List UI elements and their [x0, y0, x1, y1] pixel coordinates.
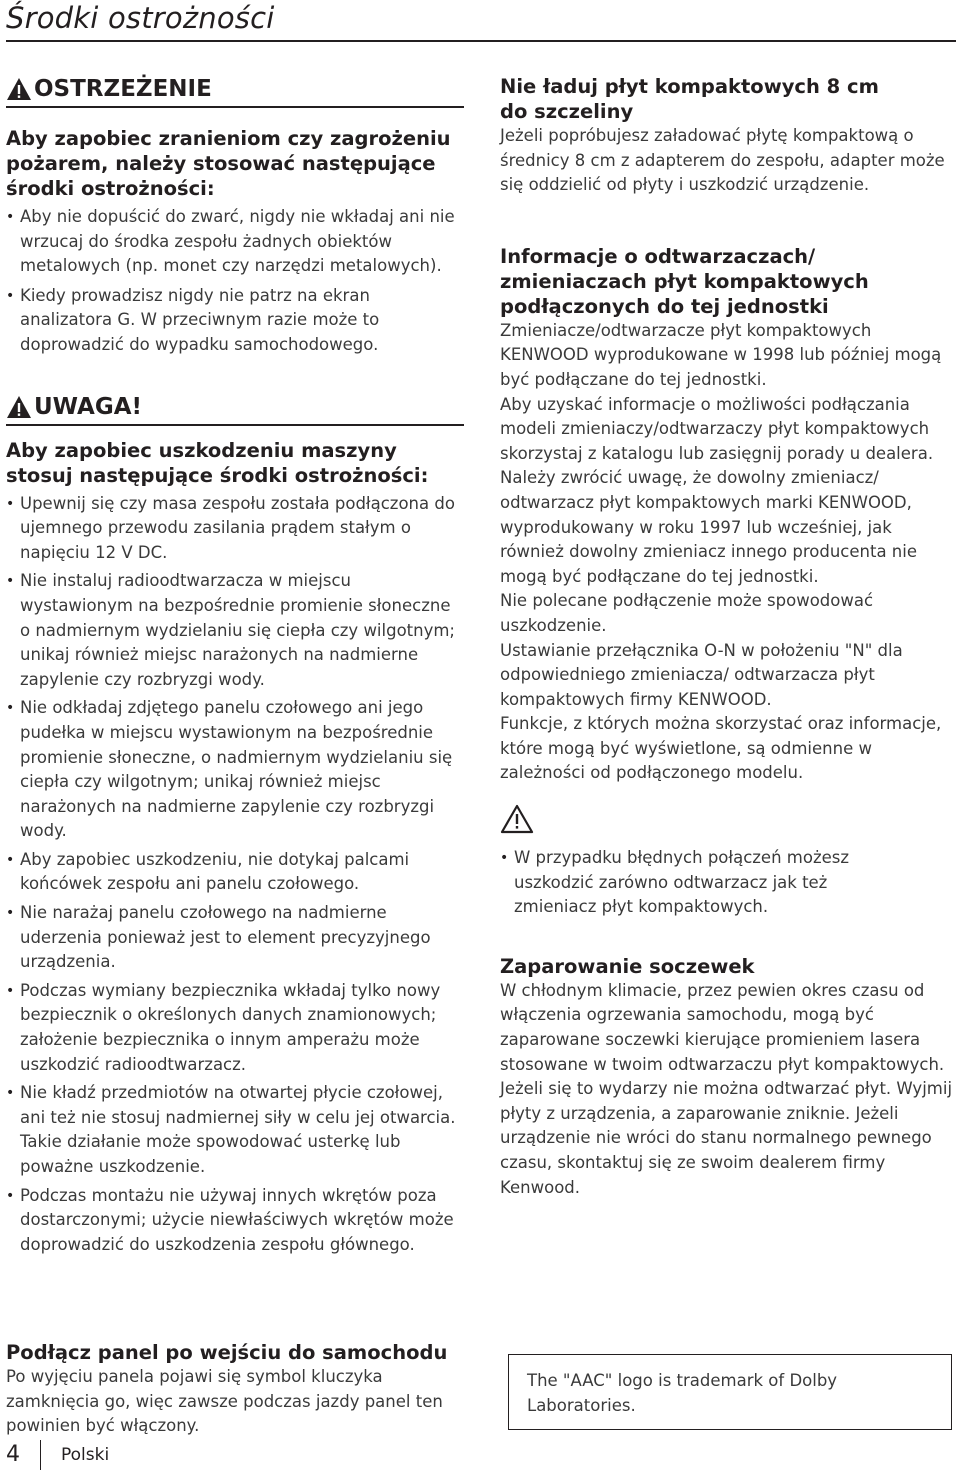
- caution-triangle-outline-icon: [500, 804, 534, 834]
- caution-title: UWAGA!: [34, 393, 142, 420]
- panel-text: Po wyjęciu panela pojawi się symbol kluczyka zamknięcia go, więc zawsze podczas jazdy panel ten powinien być włączony.: [6, 1367, 443, 1436]
- changers-paragraph: Ustawianie przełącznika O-N w położeniu "N" dla odpowiedniego zmieniacza/ odtwarzacza płyt kompaktowych firmy KENWOOD.: [500, 640, 903, 709]
- list-item: • Nie odkładaj zdjętego panelu czołowego ani jego pudełka w miejscu wystawionym na bezpośrednie promienie słoneczne, o nadmiernym wydzielaniu się ciepła czy wilgotnym; unikaj również miejsc narażonych na nadmierne zapylenie czy rozbryzgi wody.: [6, 696, 464, 844]
- dolby-trademark-text: The "AAC" logo is trademark of Dolby Laboratories.: [527, 1371, 838, 1415]
- changers-paragraph: Nie polecane podłączenie może spowodować uszkodzenie.: [500, 591, 874, 635]
- list-item: • Aby nie dopuścić do zwarć, nigdy nie wkładaj ani nie wrzucaj do środka zespołu żadnych obiektów metalowych (np. monet czy narzędzi metalowych).: [6, 205, 464, 279]
- changers-paragraph: Należy zwrócić uwagę, że dowolny zmieniacz/ odtwarzacz płyt kompaktowych marki KENWOOD, wyprodukowany w roku 1997 lub wcześniej, jak również dowolny zmieniacz innego producenta nie mogą być podłączane do tej jednostki.: [500, 468, 918, 586]
- right-column: [500, 74, 956, 1200]
- cd8-title: Nie ładuj płyt kompaktowych 8 cm do szczeliny: [500, 75, 879, 123]
- list-item: • Podczas wymiany bezpiecznika wkładaj tylko nowy bezpiecznik o określonych danych znamionowych; założenie bezpiecznika o innym amperażu może uszkodzić radioodtwarzacz.: [6, 979, 464, 1077]
- list-item: • Nie instaluj radioodtwarzacza w miejscu wystawionym na bezpośrednie promienie słoneczne o nadmiernym wydzielaniu się ciepła czy wilgotnym; unikaj również miejsc narażonych na nadmierne zapylenie czy rozbryzgi wody.: [6, 569, 464, 692]
- warning-heading: [6, 74, 464, 108]
- list-item: • Aby zapobiec uszkodzeniu, nie dotykaj palcami końcówek zespołu ani panelu czołowego.: [6, 848, 464, 897]
- lens-title: Zaparowanie soczewek: [500, 954, 755, 978]
- list-item: • Kiedy prowadzisz nigdy nie patrz na ekran analizatora G. W przeciwnym razie może to doprowadzić do wypadku samochodowego.: [6, 284, 464, 358]
- panel-section: [6, 1340, 476, 1439]
- panel-title: Podłącz panel po wejściu do samochodu: [6, 1341, 448, 1364]
- changers-paragraph: Zmieniacze/odtwarzacze płyt kompaktowych KENWOOD wyprodukowane w 1998 lub później mogą być podłączane do tej jednostki.: [500, 320, 942, 389]
- changers-note: [500, 846, 900, 920]
- caution-heading: [6, 392, 464, 426]
- list-item: • Podczas montażu nie używaj innych wkrętów poza dostarczonymi; użycie niewłaściwych wkrętów może doprowadzić do uszkodzenia zespołu głównego.: [6, 1184, 464, 1258]
- cd8-text: Jeżeli popróbujesz załadować płytę kompaktową o średnicy 8 cm z adapterem do zespołu, adapter może się oddzielić od płyty i uszkodzić urządzenie.: [500, 126, 945, 195]
- changers-paragraph: Funkcje, z których można skorzystać oraz informacje, które mogą być wyświetlone, są odmienne w zależności od podłączonego modelu.: [500, 714, 942, 783]
- list-item: • Upewnij się czy masa zespołu została podłączona do ujemnego przewodu zasilania prądem stałym o napięciu 12 V DC.: [6, 492, 464, 566]
- left-column: [6, 74, 464, 1257]
- warning-triangle-icon: [6, 77, 32, 101]
- lens-text: W chłodnym klimacie, przez pewien okres czasu od włączenia ogrzewania samochodu, mogą być zaparowane soczewki kierujące promieniem lasera stosowane w twoim odtwarzaczu płyt kompaktowych. Jeżeli się to wydarzy nie można odtwarzać płyt. Wyjmij płyty z urządzenia, a zaparowanie zniknie. Jeżeli urządzenie nie wróci do stanu normalnego pewnego czasu, skontaktuj się ze swoim dealerem firmy Kenwood.: [500, 980, 953, 1197]
- page-footer: [6, 1440, 109, 1470]
- list-item: • W przypadku błędnych połączeń możesz uszkodzić zarówno odtwarzacz jak też zmieniacz płyt kompaktowych.: [500, 846, 900, 920]
- page-title: Środki ostrożności: [6, 1, 275, 35]
- warning-title: OSTRZEŻENIE: [34, 76, 212, 102]
- caution-note-icon-wrap: [500, 804, 956, 836]
- page-number: 4: [6, 1442, 20, 1467]
- title-rule: [6, 40, 956, 42]
- page-language: Polski: [61, 1445, 110, 1465]
- warning-list: [6, 205, 464, 358]
- dolby-trademark-box: [508, 1354, 952, 1430]
- caution-intro: Aby zapobiec uszkodzeniu maszyny stosuj następujące środki ostrożności:: [6, 438, 429, 487]
- changers-paragraph: Aby uzyskać informacje o możliwości podłączania modeli zmieniaczy/odtwarzaczy płyt kompaktowych skorzystaj z katalogu lub zasięgnij porady u dealera.: [500, 394, 934, 463]
- list-item: • Nie kładź przedmiotów na otwartej płycie czołowej, ani też nie stosuj nadmiernej siły w celu jej otwarcia. Takie działanie może spowodować usterkę lub poważne uszkodzenie.: [6, 1081, 464, 1179]
- warning-triangle-icon: [6, 395, 32, 419]
- footer-divider: [40, 1440, 41, 1470]
- changers-title: Informacje o odtwarzaczach/ zmieniaczach płyt kompaktowych podłączonych do tej jednostki: [500, 244, 869, 318]
- list-item: • Nie narażaj panelu czołowego na nadmierne uderzenia ponieważ jest to element precyzyjnego urządzenia.: [6, 901, 464, 975]
- warning-intro: Aby zapobiec zranieniom czy zagrożeniu pożarem, należy stosować następujące środki ostrożności:: [6, 127, 451, 200]
- caution-list: [6, 492, 464, 1258]
